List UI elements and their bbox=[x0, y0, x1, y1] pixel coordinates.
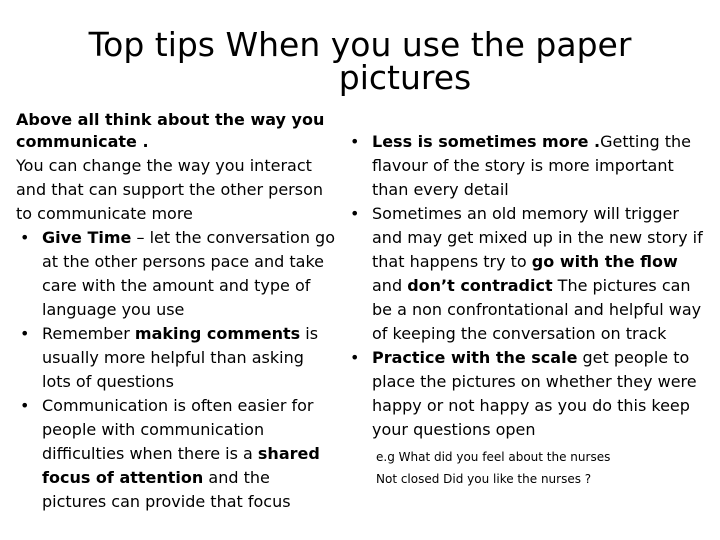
tip-old-memory-pre: Sometimes an old memory will trigger and may get mixed up in the new story if that happens try to bbox=[372, 204, 703, 271]
tip-give-time bbox=[16, 226, 336, 322]
right-column bbox=[346, 130, 706, 490]
page-title bbox=[0, 25, 720, 97]
example-open-question: e.g What did you feel about the nurses bbox=[376, 450, 611, 464]
tip-less-is-more bbox=[346, 130, 706, 202]
tip-old-memory bbox=[346, 202, 706, 346]
intro-paragraph: You can change the way you interact and that can support the other person to communicate more bbox=[16, 156, 324, 223]
tip-shared-focus-text: and the pictures can provide that focus bbox=[42, 468, 291, 511]
tip-less-is-more-text: Getting the flavour of the story is more important than every detail bbox=[372, 132, 691, 199]
tip-making-comments-bold: making comments bbox=[134, 324, 301, 343]
tip-give-time-bold: Give Time bbox=[42, 228, 132, 247]
intro-tail: communicate . bbox=[16, 132, 149, 151]
tip-give-time-text: – let the conversation go at the other persons pace and take care with the amount and type of language you use bbox=[42, 228, 335, 319]
tip-practice-scale-text: get people to place the pictures on whether they were happy or not happy as you do this keep your questions open bbox=[372, 348, 697, 439]
tip-making-comments-text: is usually more helpful than asking lots of questions bbox=[42, 324, 319, 391]
title-line-2: pictures bbox=[338, 58, 472, 97]
example-closed-question: Not closed Did you like the nurses ? bbox=[376, 472, 592, 486]
right-bullet-list bbox=[346, 130, 706, 442]
title-line-1: Top tips When you use the paper bbox=[88, 25, 632, 64]
tip-shared-focus bbox=[16, 394, 336, 514]
tip-shared-focus-bold: shared focus of attention bbox=[42, 444, 320, 487]
tip-old-memory-bold-1: go with the flow bbox=[531, 252, 678, 271]
tip-old-memory-mid: and bbox=[372, 276, 408, 295]
tip-making-comments-pre: Remember bbox=[42, 324, 135, 343]
left-column bbox=[16, 130, 336, 514]
tip-old-memory-text: The pictures can be a non confrontational and helpful way of keeping the conversation on track bbox=[372, 276, 702, 343]
tip-old-memory-bold-2: don’t contradict bbox=[407, 276, 553, 295]
tip-shared-focus-pre: Communication is often easier for people with communication difficulties when there is a bbox=[42, 396, 314, 463]
tip-less-is-more-bold: Less is sometimes more . bbox=[372, 132, 601, 151]
left-bullet-list bbox=[16, 226, 336, 514]
subheading: Above all think about the way you bbox=[16, 110, 325, 129]
tip-practice-scale-bold: Practice with the scale bbox=[372, 348, 578, 367]
tip-making-comments bbox=[16, 322, 336, 394]
tip-practice-scale bbox=[346, 346, 706, 442]
